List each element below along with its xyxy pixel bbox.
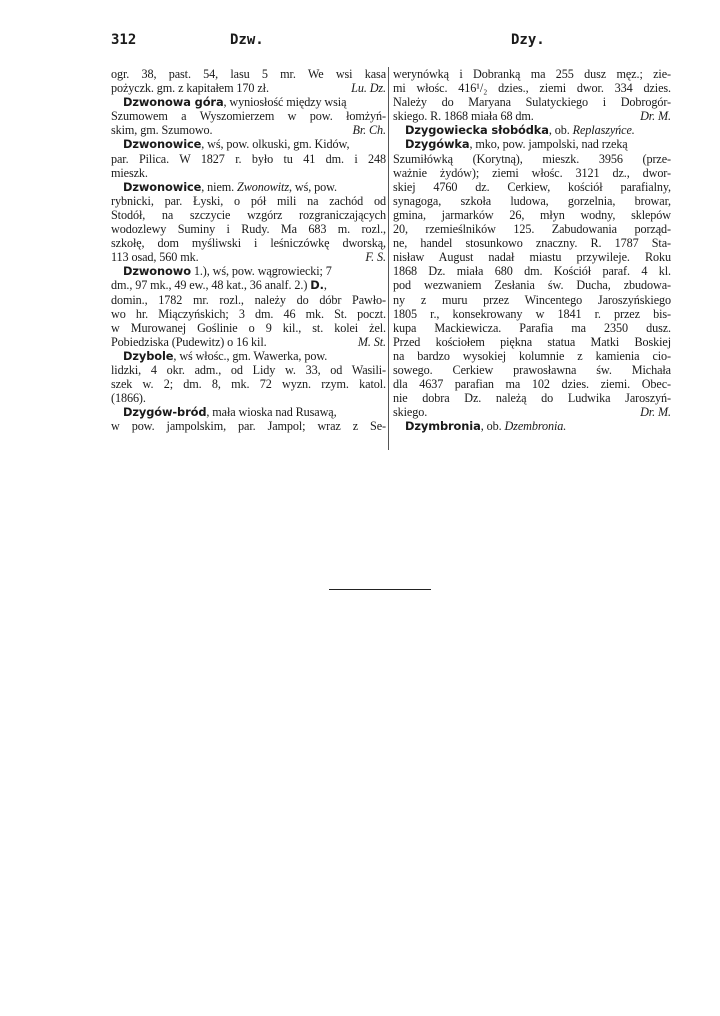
text-line: synagoga, szkoła ludowa, gorzelnia, browar, <box>393 193 671 208</box>
text-fragment: , wś włośc., gm. Wawerka, pow. <box>173 348 328 363</box>
text-fragment: , wś, pow. <box>288 179 337 194</box>
entry-dzwonowo <box>111 264 386 278</box>
entry-dzwonowice-rybnicki <box>111 180 386 194</box>
text-line <box>393 109 671 123</box>
text-fragment: , wyniosłość między wsią <box>223 95 347 110</box>
abbrev-headword: D. <box>310 278 324 293</box>
text-line: w Murowanej Goślinie o 9 kil., st. kolei żel. <box>111 320 386 335</box>
text-line: ważnie żydów); ziemi włośc. 3121 dz., dwor- <box>393 165 671 180</box>
entry-dzwonowa-gora <box>111 95 386 109</box>
cross-reference: Dzembronia. <box>504 419 567 434</box>
author-signature: Dr. M. <box>640 405 671 420</box>
text-line <box>111 278 386 292</box>
text-line: 1868 Dz. miała 680 dm. Kościół paraf. 4 kl. <box>393 264 671 279</box>
text-line: (1866). <box>111 391 146 406</box>
right-column <box>393 67 671 433</box>
text-line: domin., 1782 mr. rozl., należy do dóbr Pawło- <box>111 292 386 307</box>
entry-dzygowiecka-slobodka <box>393 123 671 137</box>
entry-headword: Dzwonowa góra <box>123 95 224 110</box>
text-line: Stodół, na szczycie wzgórz rozgraniczających <box>111 207 386 222</box>
entry-headword: Dzwonowice <box>123 137 202 152</box>
text-line: Przed kościołem piękna statua Matki Boskiej <box>393 334 671 349</box>
text-fragment: , niem. <box>201 179 235 194</box>
text-line: wodozlewy Suminy i Rudy. Ma 683 m. rozl., <box>111 222 386 237</box>
text-line <box>393 405 671 419</box>
running-head-right: Dzy. <box>511 32 545 48</box>
text-line: szkołę, dom myśliwski i leśniczówkę dworską, <box>111 236 386 251</box>
text-line: na bardzo wysokiej kolumnie z kamienia cio- <box>393 348 671 363</box>
entry-headword: Dzygów-bród <box>123 405 207 420</box>
text-line: werynówką i Dobranką ma 255 dusz męz.; zie- <box>393 67 671 81</box>
text-line: Należy do Maryana Sulatyckiego i Dobrogór- <box>393 95 671 110</box>
text-line: mieszk. <box>111 165 148 180</box>
text-fragment: , ob. <box>548 123 570 138</box>
text-fragment: 113 osad, 560 mk. <box>111 250 199 265</box>
author-signature: F. S. <box>365 250 386 265</box>
text-line: kupa Mackiewicza. Parafia ma 2350 dusz. <box>393 320 671 335</box>
entry-headword: Dzwonowo <box>123 264 191 279</box>
text-fragment: , wś, pow. olkuski, gm. Kidów, <box>201 137 350 152</box>
text-line: wo hr. Miączyńskich; 3 dm. 46 mk. St. poczt. <box>111 306 386 321</box>
text-line: nisław August nadał miastu przywileje. Roku <box>393 250 671 265</box>
text-line: ny z muru przez Wincentego Jaroszyńskiego <box>393 292 671 307</box>
text-fragment: , ob. <box>480 419 502 434</box>
text-line: rybnicki, par. Łyski, o pół mili na zachód od <box>111 193 386 208</box>
author-signature: Br. Ch. <box>352 123 386 138</box>
cross-reference: Replaszyńce. <box>572 123 635 138</box>
page-header <box>111 32 545 52</box>
running-head-left: Dzw. <box>230 32 264 48</box>
entry-dzybole <box>111 349 386 363</box>
left-column <box>111 67 386 433</box>
text-line: szek w. 2; dm. 8, mk. 72 wyzn. rzym. katol. <box>111 377 386 392</box>
entry-headword: Dzygówka <box>405 137 470 152</box>
author-signature: M. St. <box>357 334 386 349</box>
text-line: 1805 r., konsekrowany w 1841 r. przez bis- <box>393 306 671 321</box>
german-name: Zwonowitz <box>237 179 289 194</box>
text-line: dla 4637 parafian ma 102 dzies. ziemi. Obec- <box>393 377 671 392</box>
text-line <box>111 250 386 264</box>
entry-dzygow-brod <box>111 405 386 419</box>
text-line: ne, handel stosunkowo znaczny. R. 1787 Sta- <box>393 236 671 251</box>
text-fragment: pożyczk. gm. z kapitałem 170 zł. <box>111 81 269 96</box>
text-fragment: , mko, pow. jampolski, nad rzeką <box>469 137 628 152</box>
text-line: nie dobra Dz. należą do Ludwika Jaroszyń- <box>393 391 671 406</box>
entry-headword: Dzybole <box>123 348 174 363</box>
entry-headword: Dzygowiecka słobódka <box>405 123 549 138</box>
text-line: 20, rzemieślników 125. Zabudowania porząd- <box>393 222 671 237</box>
entry-dzygowka <box>393 137 671 151</box>
text-line: gmina, jarmarków 26, młyn wodny, sklepów <box>393 207 671 222</box>
entry-headword: Dzymbronia <box>405 419 481 434</box>
text-fragment: 1.), wś, pow. wągrowiecki; 7 <box>190 264 332 279</box>
section-separator-rule <box>329 589 431 590</box>
text-fragment: , <box>323 278 327 293</box>
text-line: par. Pilica. W 1827 r. było tu 41 dm. i 248 <box>111 151 386 166</box>
text-line: mi włośc. 416¹/₂ dzies., ziemi dwor. 334 dzies. <box>393 81 671 96</box>
text-line: w pow. jampolskim, par. Jampol; wraz z Se- <box>111 419 386 434</box>
text-line <box>111 335 386 349</box>
page-number: 312 <box>111 32 137 48</box>
author-signature: Lu. Dz. <box>351 81 386 96</box>
text-fragment: skiego. R. 1868 miała 68 dm. <box>393 109 534 124</box>
text-line: skiej 4760 dz. Cerkiew, kościół parafialny, <box>393 179 671 194</box>
column-divider <box>388 67 389 450</box>
text-fragment: Pobiedziska (Pudewitz) o 16 kil. <box>111 334 267 349</box>
text-line: sowego. Cerkiew prawosławna św. Michała <box>393 362 671 377</box>
entry-headword: Dzwonowice <box>123 179 202 194</box>
text-line <box>111 123 386 137</box>
entry-dzwonowice-olkuski <box>111 137 386 151</box>
entry-dzymbronia <box>393 419 671 433</box>
text-line <box>111 81 386 95</box>
text-line: Szumowem a Wyszomierzem w pow. łomżyń- <box>111 109 386 124</box>
author-signature: Dr. M. <box>640 109 671 124</box>
text-fragment: skim, gm. Szumowo. <box>111 123 213 138</box>
text-fragment: dm., 97 mk., 49 ew., 48 kat., 36 analf. 2.) <box>111 278 308 293</box>
text-line: pod wezwaniem Zesłania św. Ducha, zbudowa- <box>393 278 671 293</box>
text-line: Szumiłówką (Korytną), mieszk. 3956 (prze- <box>393 151 671 166</box>
text-line: ogr. 38, past. 54, lasu 5 mr. We wsi kasa <box>111 67 386 81</box>
text-fragment: skiego. <box>393 405 428 420</box>
text-fragment: , mała wioska nad Rusawą, <box>206 405 337 420</box>
text-line: lidzki, 4 okr. adm., od Lidy w. 33, od Wasili- <box>111 362 386 377</box>
